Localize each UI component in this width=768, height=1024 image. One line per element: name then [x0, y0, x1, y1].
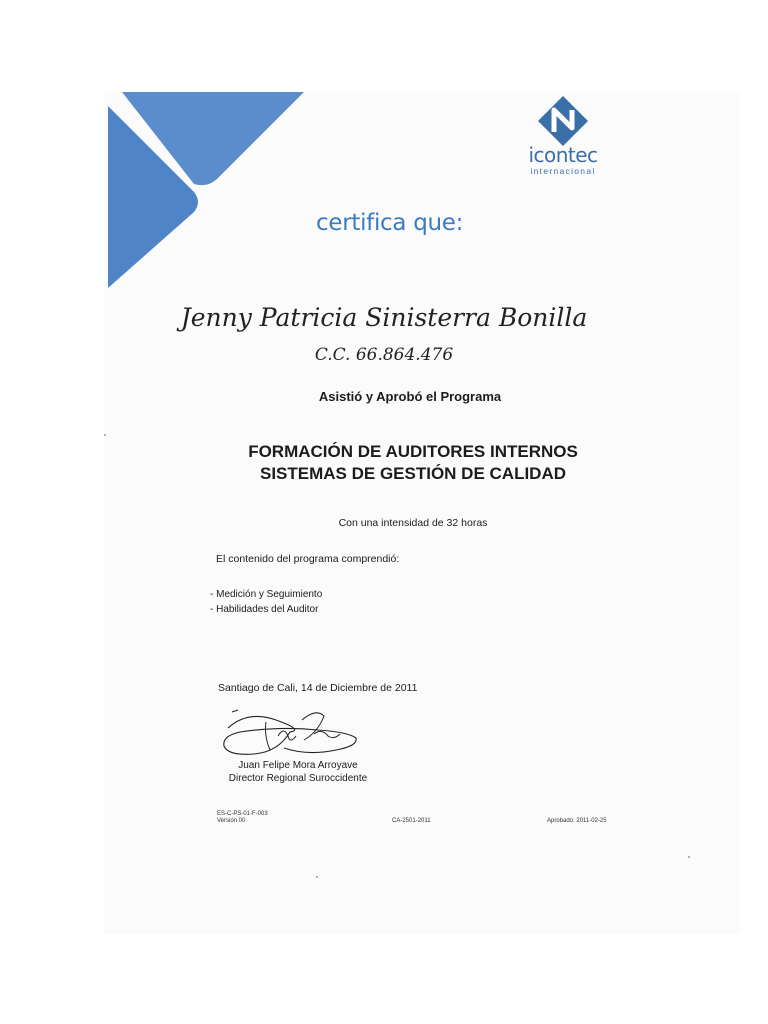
- handwritten-signature: [218, 706, 364, 760]
- form-code: ES-C-PS-01-F-003: [217, 811, 268, 817]
- logo-wordmark: icontec: [528, 143, 598, 167]
- scan-speck: [104, 434, 106, 436]
- scan-speck: [688, 856, 690, 858]
- place-date: Santiago de Cali, 14 de Diciembre de 2011: [218, 682, 418, 694]
- program-title-line-1: FORMACIÓN DE AUDITORES INTERNOS: [248, 442, 578, 461]
- blue-chevron-corner: [108, 92, 304, 292]
- recipient-name: Jenny Patricia Sinisterra Bonilla: [180, 303, 588, 332]
- signer-title: Director Regional Suroccidente: [228, 773, 368, 784]
- form-code-block: [217, 811, 268, 825]
- icontec-n-diamond-icon: [536, 94, 590, 148]
- topic-list: [210, 587, 322, 617]
- signer-block: [222, 759, 374, 785]
- content-heading: El contenido del programa comprendió:: [216, 553, 400, 565]
- list-item: - Habilidades del Auditor: [210, 604, 319, 615]
- intensity-line: Con una intensidad de 32 horas: [338, 517, 488, 529]
- approval-date: Aprobado: 2011-02-25: [547, 818, 607, 824]
- signer-name: Juan Felipe Mora Arroyave: [238, 760, 358, 771]
- recipient-id: C.C. 66.864.476: [314, 345, 454, 365]
- attendance-line: Asistió y Aprobó el Programa: [318, 389, 502, 404]
- logo-subtitle: internacional: [530, 166, 596, 176]
- icontec-logo: [520, 94, 606, 178]
- form-version: Versión 00: [217, 818, 246, 824]
- list-item: - Medición y Seguimiento: [210, 589, 323, 600]
- program-title: [0, 441, 768, 485]
- scan-speck: [316, 876, 318, 878]
- certifies-heading: certifica que:: [316, 210, 464, 236]
- program-title-line-2: SISTEMAS DE GESTIÓN DE CALIDAD: [259, 464, 567, 483]
- certificate-number: CA-2501-2011: [392, 818, 431, 824]
